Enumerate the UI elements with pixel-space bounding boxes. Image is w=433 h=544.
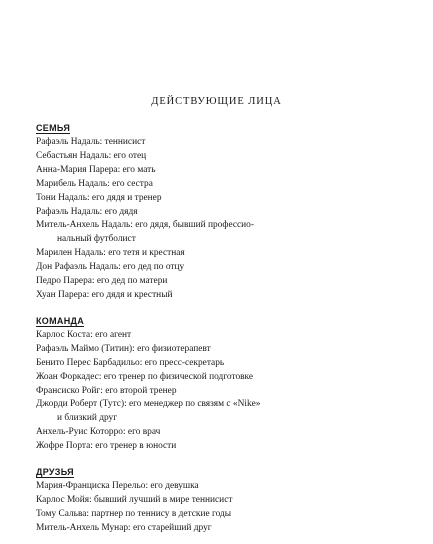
character-entry — [36, 178, 416, 192]
entry-continuation: и близкий друг — [57, 413, 118, 424]
section-team — [36, 311, 416, 454]
character-list — [36, 136, 416, 303]
page-title: ДЕЙСТВУЮЩИЕ ЛИЦА — [151, 96, 282, 107]
entry-text: Карлос Коста: его агент — [36, 329, 132, 340]
character-entry — [36, 508, 416, 522]
character-list — [36, 329, 416, 454]
entry-text: Марибель Надаль: его сестра — [36, 178, 153, 189]
character-entry — [36, 480, 416, 494]
entry-text: Бенито Перес Барбадильо: его пресс-секретарь — [36, 357, 225, 368]
section-heading: КОМАНДА — [36, 315, 85, 326]
entry-text: Франсиско Ройг: его второй тренер — [36, 385, 177, 396]
character-entry — [36, 289, 416, 303]
entry-text: Митель-Анхель Надаль: его дядя, бывший профессио- — [36, 220, 254, 231]
character-entry — [36, 522, 416, 536]
character-entry — [36, 426, 416, 440]
character-entry — [36, 164, 416, 178]
character-entry — [36, 192, 416, 206]
character-list — [36, 480, 416, 536]
character-entry — [36, 136, 416, 150]
character-entry — [36, 206, 416, 220]
character-entry — [36, 357, 416, 371]
character-entry — [36, 261, 416, 275]
entry-text: Анна-Мария Парера: его мать — [36, 164, 156, 175]
section-family — [36, 118, 416, 303]
character-entry — [36, 371, 416, 385]
cast-list — [36, 118, 416, 544]
section-heading: ДРУЗЬЯ — [36, 467, 74, 478]
character-entry — [36, 440, 416, 454]
entry-text: Рафаэль Надаль: теннисист — [36, 137, 146, 147]
character-entry — [36, 150, 416, 164]
character-entry — [36, 385, 416, 399]
entry-text: Жофре Порта: его тренер в юности — [36, 441, 177, 452]
entry-text: Педро Парера: его дед по матери — [36, 276, 168, 287]
character-entry — [36, 398, 416, 426]
character-entry — [36, 219, 416, 247]
entry-text: Рафаэль Надаль: его дядя — [36, 206, 138, 217]
entry-text: Джорди Роберт (Тутс): его менеджер по связям с «Nike» — [36, 399, 261, 410]
character-entry — [36, 329, 416, 343]
entry-text: Тому Сальва: партнер по теннису в детские годы — [36, 508, 232, 519]
character-entry — [36, 343, 416, 357]
entry-text: Марилен Надаль: его тетя и крестная — [36, 248, 185, 259]
entry-text: Тони Надаль: его дядя и тренер — [36, 192, 162, 203]
entry-continuation: нальный футболист — [57, 234, 136, 245]
section-heading: СЕМЬЯ — [36, 123, 71, 133]
entry-text: Хуан Парера: его дядя и крестный — [36, 289, 173, 300]
entry-text: Рафаэль Маймо (Титин): его физиотерапевт — [36, 343, 211, 354]
entry-text: Жоан Форкадес: его тренер по физической подготовке — [36, 371, 254, 382]
character-entry — [36, 275, 416, 289]
entry-text: Мария-Франциска Перельо: его девушка — [36, 481, 199, 492]
section-friends — [36, 462, 416, 536]
character-entry — [36, 494, 416, 508]
entry-text: Себастьян Надаль: его отец — [36, 150, 147, 161]
entry-text: Анхель-Руис Которро: его врач — [36, 427, 161, 438]
entry-text: Митель-Анхель Мунар: его старейший друг — [36, 522, 212, 533]
character-entry — [36, 247, 416, 261]
entry-text: Дон Рафаэль Надаль: его дед по отцу — [36, 262, 185, 273]
entry-text: Карлос Мойя: бывший лучший в мире теннисист — [36, 494, 233, 505]
